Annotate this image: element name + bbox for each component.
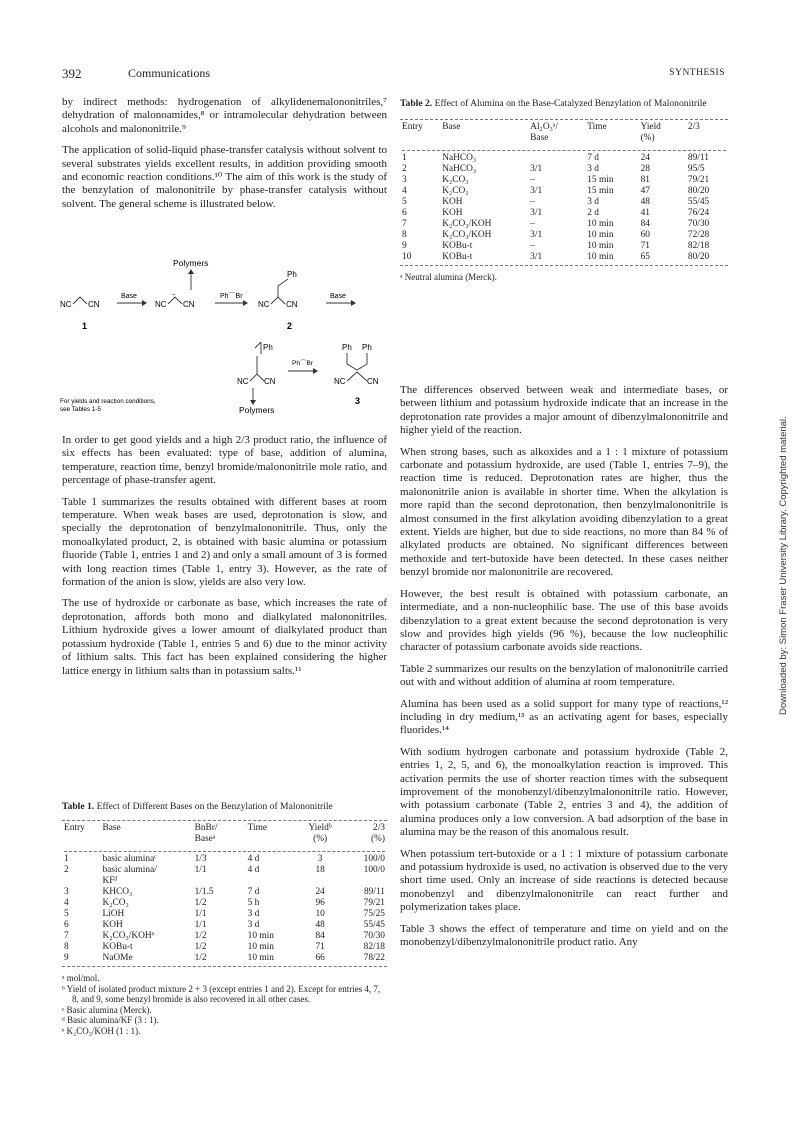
table-cell: NaHCO₃ <box>442 164 477 174</box>
table-cell: 28 <box>640 164 650 174</box>
table-cell: 1/2 <box>194 898 207 908</box>
table-cell: 4 d <box>247 854 260 864</box>
column-header: Entry <box>64 823 85 833</box>
svg-text:CN: CN <box>183 300 195 309</box>
column-header: 2/3 <box>687 122 700 132</box>
table-cell: 8 <box>64 942 69 952</box>
table-row <box>400 153 728 164</box>
svg-text:NC: NC <box>334 377 346 386</box>
table-row <box>400 230 728 241</box>
svg-text:NC: NC <box>155 300 167 309</box>
svg-text:see Tables 1-5: see Tables 1-5 <box>60 406 101 413</box>
journal-name: SYNTHESIS <box>669 68 725 78</box>
table-cell: 1/3 <box>194 854 207 864</box>
table-cell: 1/1 <box>194 920 207 930</box>
table-cell: 10 min <box>247 942 274 952</box>
table-cell: 79/21 <box>687 175 710 185</box>
table-cell: 41 <box>640 208 650 218</box>
table-cell: K₂CO₃/KOHᵉ <box>102 931 155 941</box>
table-2-caption: Table 2. Effect of Alumina on the Base-Catalyzed Benzylation of Malononitrile <box>400 98 707 109</box>
table-cell: – <box>530 219 535 229</box>
table-cell: 80/20 <box>687 186 710 196</box>
table-cell: 8 <box>402 230 407 240</box>
table-cell: 96 <box>315 898 325 908</box>
table-cell: – <box>530 197 535 207</box>
table-cell: K₂CO₃/KOH <box>442 219 492 229</box>
polymers-label-top: Polymers <box>173 258 209 268</box>
table-cell: 3 d <box>587 197 599 207</box>
table-cell: 2 d <box>587 208 599 218</box>
scheme-note: For yields and reaction conditions, <box>60 398 156 405</box>
column-header: Entry <box>402 122 423 132</box>
table-cell: KOH <box>102 920 123 930</box>
table-cell: 71 <box>315 942 325 952</box>
table-cell: 70/30 <box>363 931 385 941</box>
table-cell: KOBu-t <box>102 942 133 952</box>
table-cell: K₂CO₃/KOH <box>442 230 492 240</box>
paragraph: Alumina has been used as a solid support for many type of reactions,¹² including in dry medium,¹³ as an activating agent for bases, especially fluorides.¹⁴ <box>400 697 728 737</box>
svg-text:–: – <box>172 292 176 298</box>
paragraph: With sodium hydrogen carbonate and potassium hydroxide (Table 2, entries 1, 2, 5, and 6), the monoalkylation reaction is improved. This activation permits the use of shorter reaction times with the subsequent improvement of the monobenzyl/dibenzylmalononitrile ratio. However, with potassium carbonate (Table 2, entries 3 and 4), the addition of alumina produces only a low conversion. A bad adsorption of the base in alumina may be the reason of this anomalous result. <box>400 745 728 839</box>
table-cell: 7 <box>64 931 69 941</box>
table-cell: 3/1 <box>530 186 543 196</box>
table-cell: NaHCO₃ <box>442 153 477 163</box>
table-cell: 82/18 <box>687 241 710 251</box>
paragraph: The application of solid-liquid phase-transfer catalysis without solvent to several substrates yields excellent results, in addition providing smooth and economic reaction conditions.¹⁰ The aim of this work is the study of the benzylation of malononitrile by phase-transfer catalysis without solvent. The general scheme is illustrated below. <box>62 144 387 210</box>
paragraph: In order to get good yields and a high 2/3 product ratio, the influence of six effects has been evaluated: type of base, addition of alumina, temperature, reaction time, benzyl bromide/malononitrile mole ratio, and percentage of phase-transfer agent. <box>62 434 387 487</box>
table-cell: 5 h <box>247 898 260 908</box>
table-cell: K₂CO₃ <box>442 175 469 185</box>
table-2-footnote: ᵃ Neutral alumina (Merck). <box>400 272 497 282</box>
table-cell: 10 min <box>587 219 614 229</box>
table-cell: 7 d <box>587 153 599 163</box>
table-cell: 3/1 <box>530 208 543 218</box>
table-cell: 4 <box>402 186 407 196</box>
table-1-grid <box>62 823 387 964</box>
table-cell: 3 <box>402 175 407 185</box>
table-row <box>62 931 387 942</box>
column-header: 2/3 (%) <box>370 823 385 844</box>
table-cell: 3 d <box>247 909 260 919</box>
section-title: Communications <box>128 66 210 80</box>
table-row <box>62 920 387 931</box>
table-cell: 2 <box>64 865 69 875</box>
table-cell: 71 <box>640 241 650 251</box>
table-cell: 66 <box>315 953 325 963</box>
table-cell: 1 <box>64 854 69 864</box>
svg-text:CN: CN <box>367 377 379 386</box>
left-column-top <box>62 96 387 219</box>
paragraph: When strong bases, such as alkoxides and a 1 : 1 mixture of potassium carbonate and potassium hydroxide, are used (Table 1, entries 7–9), the reaction time is reduced. Deprotonation rates are higher, thus the malononitrile anion is available in shorter time. When the alkylation is more rapid than the second deprotonation, then benzylmalononitrile is almost consumed in the first alkylation avoiding dibenzylation to a great extent. Yields are higher, but due to side reactions, no more than 84 % of alkylated products are obtained. No significant differences between methoxide and tert-butoxide have been detected. In these cases neither benzyl bromide nor malononitrile are recovered. <box>400 445 728 579</box>
compound-3-label: 3 <box>355 396 361 406</box>
table-cell: 3/1 <box>530 230 543 240</box>
table-cell: 55/45 <box>363 920 385 930</box>
table-cell: 75/25 <box>363 909 385 919</box>
table-cell: 6 <box>64 920 69 930</box>
benzyl-bromide-label: Ph⌒Br <box>220 293 243 300</box>
paragraph: Table 2 summarizes our results on the benzylation of malononitrile carried out with and without addition of alumina at room temperature. <box>400 662 728 689</box>
svg-text:NC: NC <box>237 377 249 386</box>
paragraph: When potassium tert-butoxide or a 1 : 1 mixture of potassium carbonate and potassium hydroxide is used, no activation is observed due to the very short time used. Only an increase of side reactions is detected because monobenzyl and dibenzylmalononitrile can react further and polymerization takes place. <box>400 847 728 914</box>
table-row <box>400 175 728 186</box>
table-cell: 10 min <box>247 931 274 941</box>
table-cell: 3/1 <box>530 252 543 262</box>
table-cell: 5 <box>402 197 407 207</box>
table-cell: 15 min <box>587 186 614 196</box>
table-cell: 80/20 <box>687 252 710 262</box>
footnote: ᵇ Yield of isolated product mixture 2 + 3 (except entries 1 and 2). Except for entries 4, 7, 8, and 9, some benzyl bromide is also recovered in all other cases. <box>62 983 381 1005</box>
table-cell: 48 <box>640 197 650 207</box>
column-header: Base <box>442 122 461 132</box>
svg-text:Base: Base <box>330 293 346 300</box>
paragraph: The differences observed between weak and intermediate bases, or between lithium and potassium hydroxide indicate that an increase in the deprotonation rate provides a major amount of dibenzylmalononitrile and higher yield of the reaction. <box>400 384 728 437</box>
table-cell: 10 <box>315 909 325 919</box>
table-cell: 10 min <box>587 252 614 262</box>
table-1 <box>62 801 387 1037</box>
table-row <box>400 252 728 263</box>
table-row <box>400 164 728 175</box>
table-cell: 3 <box>64 887 69 897</box>
table-cell: basic alumina/ KFᵈ <box>102 865 157 886</box>
table-row <box>400 186 728 197</box>
footnote: ᶜ Basic alumina (Merck). <box>62 1004 152 1015</box>
compound-2-label: 2 <box>287 321 293 331</box>
table-cell: basic aluminaᶜ <box>102 854 157 864</box>
paragraph: However, the best result is obtained with potassium carbonate, an intermediate, and a non-nucleophilic base. The use of this base avoids dibenzylation to a great extent because the second deprotonation is very slow and provides high yields (96 %), because the low nucleophilic character of potassium carbonate avoids side reactions. <box>400 587 728 654</box>
column-header: Yield (%) <box>640 122 661 143</box>
table-cell: LiOH <box>102 909 125 919</box>
table-cell: 78/22 <box>363 953 385 963</box>
column-header: Yieldᵇ (%) <box>308 823 332 844</box>
table-cell: 4 d <box>247 865 260 875</box>
table-cell: 100/0 <box>363 865 385 875</box>
table-row <box>400 219 728 230</box>
column-header: Time <box>247 823 268 833</box>
table-cell: 81 <box>640 175 650 185</box>
table-cell <box>528 153 585 164</box>
base-label: Base <box>121 293 137 300</box>
svg-text:Ph⌒Br: Ph⌒Br <box>292 360 313 367</box>
table-cell: 47 <box>640 186 650 196</box>
table-cell: 2 <box>402 164 407 174</box>
table-cell: 10 <box>402 252 412 262</box>
download-watermark: Downloaded by: Simon Fraser University Library. Copyrighted material. <box>778 416 789 715</box>
table-cell: 72/28 <box>687 230 710 240</box>
table-cell: 60 <box>640 230 650 240</box>
table-cell: 95/5 <box>687 164 705 174</box>
table-cell: 82/18 <box>363 942 385 952</box>
table-cell: 1/1 <box>194 865 207 875</box>
svg-text:CN: CN <box>286 300 298 309</box>
table-cell: 9 <box>402 241 407 251</box>
table-cell: 3 d <box>247 920 260 930</box>
table-cell: 6 <box>402 208 407 218</box>
table-row <box>62 909 387 920</box>
table-cell: KOBu-t <box>442 252 473 262</box>
table-cell: 24 <box>640 153 650 163</box>
table-cell: 65 <box>640 252 650 262</box>
paragraph: The use of hydroxide or carbonate as base, which increases the rate of deprotonation, affords both mono and dialkylated malononitriles. Lithium hydroxide gives a lower amount of dialkylated product than potassium hydroxide (Table 1, entries 5 and 6) due to the minor activity of lithium salts. This fact has been explained considering the higher lattice energy in lithium salts than in potassium salts.¹¹ <box>62 597 387 677</box>
table-1-footnotes <box>62 973 387 1037</box>
column-header: Base <box>102 823 121 833</box>
svg-text:Ph: Ph <box>263 343 273 352</box>
table-cell: 7 <box>402 219 407 229</box>
table-cell: K₂CO₃ <box>102 898 129 908</box>
right-column <box>400 384 728 957</box>
table-cell: 55/45 <box>687 197 710 207</box>
table-header-row <box>400 122 728 148</box>
column-header: BnBr/ Baseᵃ <box>194 823 218 844</box>
table-cell: KOH <box>442 197 463 207</box>
table-row <box>62 953 387 964</box>
table-cell: 70/30 <box>687 219 710 229</box>
compound-1-label: 1 <box>82 321 88 331</box>
table-cell: 3 <box>317 854 323 864</box>
paragraph: Table 3 shows the effect of temperature and time on yield and on the monobenzyl/dibenzylmalononitrile product ratio. Any <box>400 922 728 949</box>
svg-text:Ph: Ph <box>342 343 352 352</box>
table-cell: 1 <box>402 153 407 163</box>
table-row <box>62 942 387 953</box>
table-cell: KOH <box>442 208 463 218</box>
table-cell: 4 <box>64 898 69 908</box>
table-row <box>400 208 728 219</box>
table-1-caption: Table 1. Effect of Different Bases on the Benzylation of Malononitrile <box>62 801 333 812</box>
table-cell: 10 min <box>587 230 614 240</box>
table-cell: KOBu-t <box>442 241 473 251</box>
table-cell: 1/1 <box>194 909 207 919</box>
table-row <box>62 865 387 887</box>
column-header: Time <box>587 122 607 132</box>
table-cell: NaOMe <box>102 953 133 963</box>
table-cell: – <box>530 175 535 185</box>
table-cell: 79/21 <box>363 898 385 908</box>
table-cell: 10 min <box>247 953 274 963</box>
svg-text:Ph: Ph <box>362 343 372 352</box>
paragraph: by indirect methods: hydrogenation of alkylidenemalononitriles,⁷ dehydration of malonoamides,⁸ or intramolecular dehydration between alcohols and malononitrile.⁹ <box>62 96 387 135</box>
table-header-row <box>62 823 387 849</box>
table-cell: 3 d <box>587 164 599 174</box>
table-cell: K₂CO₃ <box>442 186 469 196</box>
cn-label: CN <box>88 300 100 309</box>
table-cell: 15 min <box>587 175 614 185</box>
table-row <box>400 241 728 252</box>
table-cell: 18 <box>315 865 325 875</box>
table-2-grid <box>400 122 728 263</box>
table-cell: 84 <box>315 931 325 941</box>
reaction-scheme <box>60 252 395 424</box>
page-number: 392 <box>62 66 82 81</box>
table-cell: 7 d <box>247 887 260 897</box>
table-cell: 24 <box>315 887 325 897</box>
table-cell: 48 <box>315 920 325 930</box>
table-cell: 3/1 <box>530 164 543 174</box>
footnote: ᵃ mol/mol. <box>62 973 100 983</box>
table-cell: – <box>530 241 535 251</box>
table-cell: 100/0 <box>363 854 385 864</box>
nc-label: NC <box>60 300 72 309</box>
table-row <box>62 854 387 865</box>
table-row <box>62 887 387 898</box>
svg-text:CN: CN <box>264 377 276 386</box>
left-column-bottom <box>62 434 387 686</box>
table-cell: 84 <box>640 219 650 229</box>
phenyl-label: Ph <box>287 270 297 279</box>
table-2 <box>400 98 728 283</box>
table-cell: 1/2 <box>194 931 207 941</box>
table-cell: 1/2 <box>194 953 207 963</box>
table-cell: KHCO₃ <box>102 887 133 897</box>
table-cell: 1/1.5 <box>194 887 214 897</box>
table-cell: 5 <box>64 909 69 919</box>
paragraph: Table 1 summarizes the results obtained with different bases at room temperature. When weak bases are used, deprotonation is slow, and specially the deprotonation of benzylmalononitrile. Thus, only the monoalkylated product, 2, is obtained with basic alumina or potassium fluoride (Table 1, entries 1 and 2) and only a small amount of 3 is formed with long reaction times (Table 1, entry 3). However, as the rate of formation of the anion is slow, yields are also very low. <box>62 495 387 589</box>
table-cell: 10 min <box>587 241 614 251</box>
polymers-label-bottom: Polymers <box>239 405 275 415</box>
footnote: ᵈ Basic alumina/KF (3 : 1). <box>62 1015 159 1026</box>
svg-text:NC: NC <box>258 300 270 309</box>
table-row <box>400 197 728 208</box>
table-cell: 1/2 <box>194 942 207 952</box>
footnote: ᵉ K₂CO₃/KOH (1 : 1). <box>62 1025 141 1036</box>
column-header: Al₂O₃ᵃ/ Base <box>530 122 559 143</box>
table-cell: 76/24 <box>687 208 710 218</box>
table-cell: 89/11 <box>687 153 709 163</box>
table-row <box>62 898 387 909</box>
table-cell: 89/11 <box>363 887 385 897</box>
table-cell: 9 <box>64 953 69 963</box>
